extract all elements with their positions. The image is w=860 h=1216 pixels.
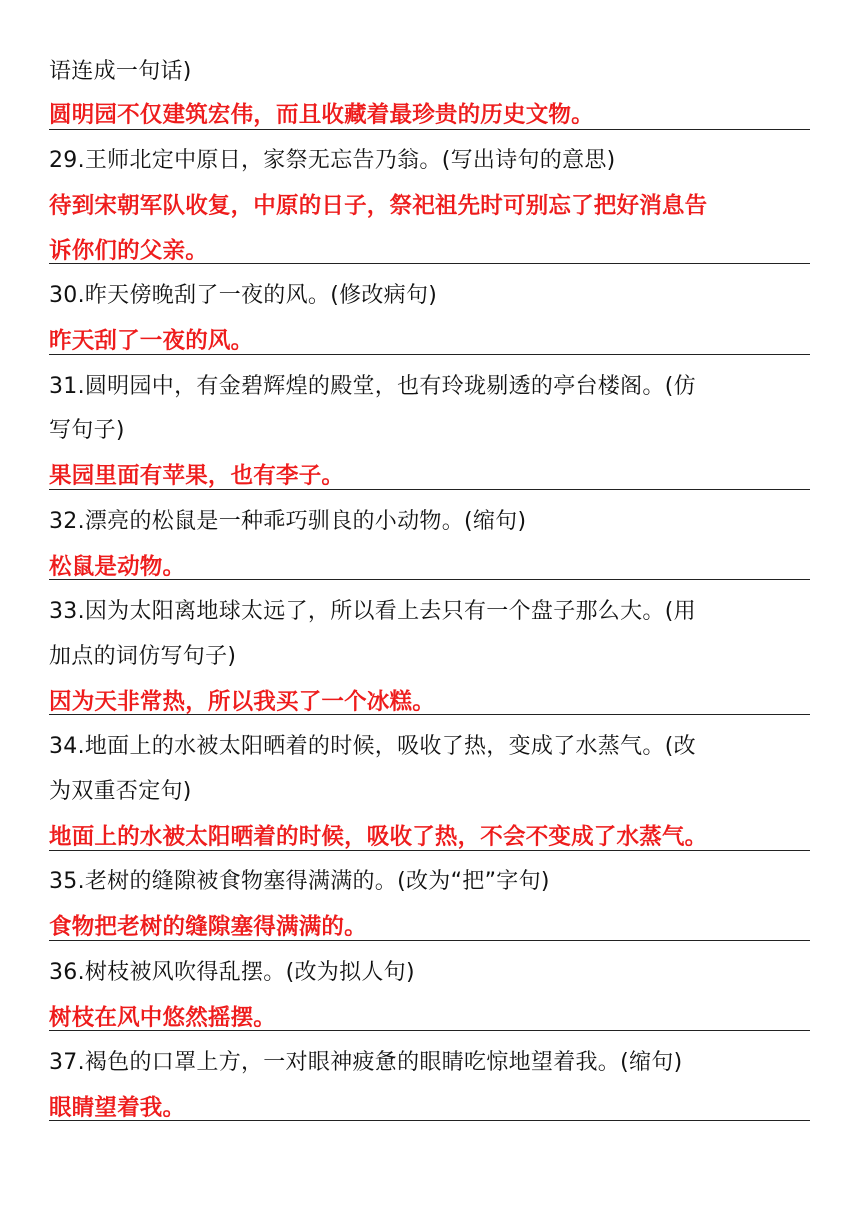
answer-text: 松鼠是动物。 xyxy=(49,554,186,580)
answer-underline xyxy=(49,263,810,264)
question-text: 语连成一句话) xyxy=(49,59,192,84)
question-text: 35.老树的缝隙被食物塞得满满的。(改为“把”字句) xyxy=(49,869,550,894)
answer-underline xyxy=(49,129,810,130)
question-text: 30.昨天傍晚刮了一夜的风。(修改病句) xyxy=(49,283,438,308)
answer-underline xyxy=(49,354,810,355)
question-text: 31.圆明园中，有金碧辉煌的殿堂，也有玲珑剔透的亭台楼阁。(仿 xyxy=(49,374,696,399)
answer-underline xyxy=(49,489,810,490)
question-text: 34.地面上的水被太阳晒着的时候，吸收了热，变成了水蒸气。(改 xyxy=(49,734,696,759)
answer-underline xyxy=(49,579,810,580)
answer-text: 诉你们的父亲。 xyxy=(49,238,208,264)
question-text: 写句子) xyxy=(49,418,125,443)
answer-text: 食物把老树的缝隙塞得满满的。 xyxy=(49,914,367,940)
answer-text: 待到宋朝军队收复，中原的日子，祭祀祖先时可别忘了把好消息告 xyxy=(49,193,708,219)
question-text: 36.树枝被风吹得乱摆。(改为拟人句) xyxy=(49,960,415,985)
question-text: 为双重否定句) xyxy=(49,779,192,804)
question-text: 29.王师北定中原日，家祭无忘告乃翁。(写出诗句的意思) xyxy=(49,148,616,173)
question-text: 32.漂亮的松鼠是一种乖巧驯良的小动物。(缩句) xyxy=(49,509,527,534)
question-text: 33.因为太阳离地球太远了，所以看上去只有一个盘子那么大。(用 xyxy=(49,599,696,624)
question-text: 37.褐色的口罩上方，一对眼神疲惫的眼睛吃惊地望着我。(缩句) xyxy=(49,1050,683,1075)
answer-text: 树枝在风中悠然摇摆。 xyxy=(49,1005,277,1031)
answer-underline xyxy=(49,714,810,715)
answer-text: 因为天非常热，所以我买了一个冰糕。 xyxy=(49,689,435,715)
answer-underline xyxy=(49,1120,810,1121)
answer-underline xyxy=(49,940,810,941)
answer-text: 果园里面有苹果，也有李子。 xyxy=(49,463,345,489)
answer-underline xyxy=(49,1030,810,1031)
answer-text: 眼睛望着我。 xyxy=(49,1095,186,1121)
question-text: 加点的词仿写句子) xyxy=(49,644,237,669)
answer-underline xyxy=(49,850,810,851)
answer-text: 地面上的水被太阳晒着的时候，吸收了热，不会不变成了水蒸气。 xyxy=(49,824,708,850)
answer-text: 昨天刮了一夜的风。 xyxy=(49,328,254,354)
answer-text: 圆明园不仅建筑宏伟，而且收藏着最珍贵的历史文物。 xyxy=(49,102,594,128)
